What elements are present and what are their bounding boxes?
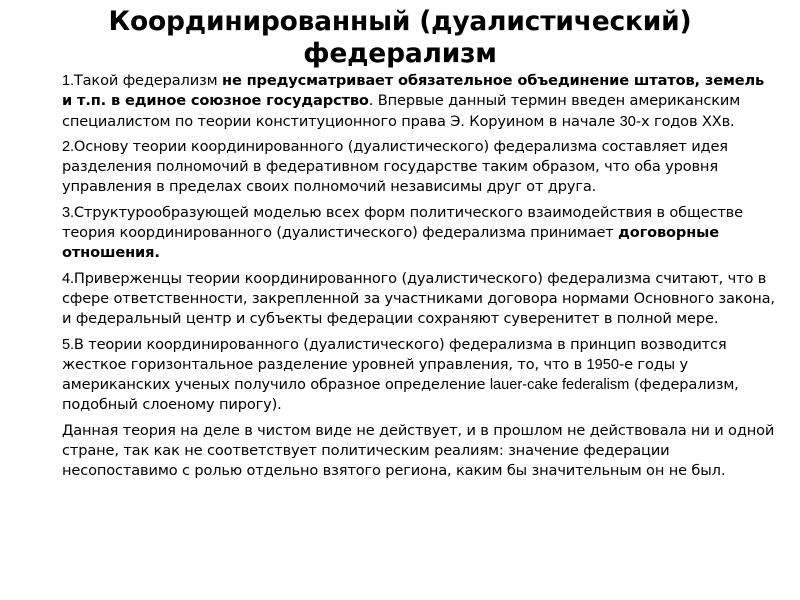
paragraph-text: -х годов ХХв. <box>635 112 735 130</box>
paragraph-text: Структурообразующей моделью всех форм политического взаимодействия в обществе теория координированного (дуалистического) федерализма принимает <box>62 203 743 242</box>
paragraph-text: lauer-cake federalism <box>489 377 630 394</box>
emphasis-text: не предусматривает обязательное объединение штатов, земель и т.п. в единое союзное государство <box>62 72 765 110</box>
paragraph <box>62 421 778 482</box>
paragraph <box>62 335 778 416</box>
paragraph <box>62 203 778 264</box>
paragraph-text: Такой федерализм <box>73 72 223 89</box>
paragraph-text: 30 <box>619 113 636 130</box>
slide-title: Координированный (дуалистический) федерализм <box>108 6 692 69</box>
paragraph <box>62 137 778 198</box>
paragraph-text: -е годы у американских ученых получило образное определение <box>62 355 689 394</box>
paragraph-text: В теории координированного (дуалистического) федерализма в принцип возводится жесткое горизонтальное разделение уровней управления, то, что в <box>62 335 727 373</box>
paragraph <box>62 71 778 132</box>
paragraph-text: 1950 <box>586 356 619 373</box>
paragraph-text: Данная теория на деле в чистом виде не действует, и в прошлом не действовала ни и одной стране, так как не соответствует политическим реалиям: значение федерации несопоставимо с ролью отдельно взятого региона, каким бы значительным он не был. <box>62 421 775 480</box>
slide-body <box>62 71 778 487</box>
paragraph-number: 1. <box>62 73 74 89</box>
paragraph-number: 3. <box>62 204 74 221</box>
paragraph-number: 4. <box>62 270 74 287</box>
paragraph-text: Основу теории координированного (дуалистического) федерализма составляет идея разделения полномочий в федеративном государстве таким образом, что оба уровня управления в пределах своих полномочий независимы друг от друга. <box>62 137 728 196</box>
paragraph-number: 5. <box>62 336 74 353</box>
paragraph-text: Приверженцы теории координированного (дуалистического) федерализма считают, что в сфере ответственности, закрепленной за участниками договора нормами Основного закона, и федеральный центр и субъекты федерации сохраняют суверенитет в полной мере. <box>62 269 775 328</box>
emphasis-text: договорные отношения. <box>62 224 719 262</box>
paragraph-text: . Впервые данный термин введен американским специалистом по теории конституционного права Э. Коруином в начале <box>62 92 741 130</box>
paragraph-text: (федерализм, подобный слоеному пирогу). <box>62 376 739 414</box>
paragraph-number: 2. <box>62 138 74 155</box>
paragraph <box>62 269 778 330</box>
